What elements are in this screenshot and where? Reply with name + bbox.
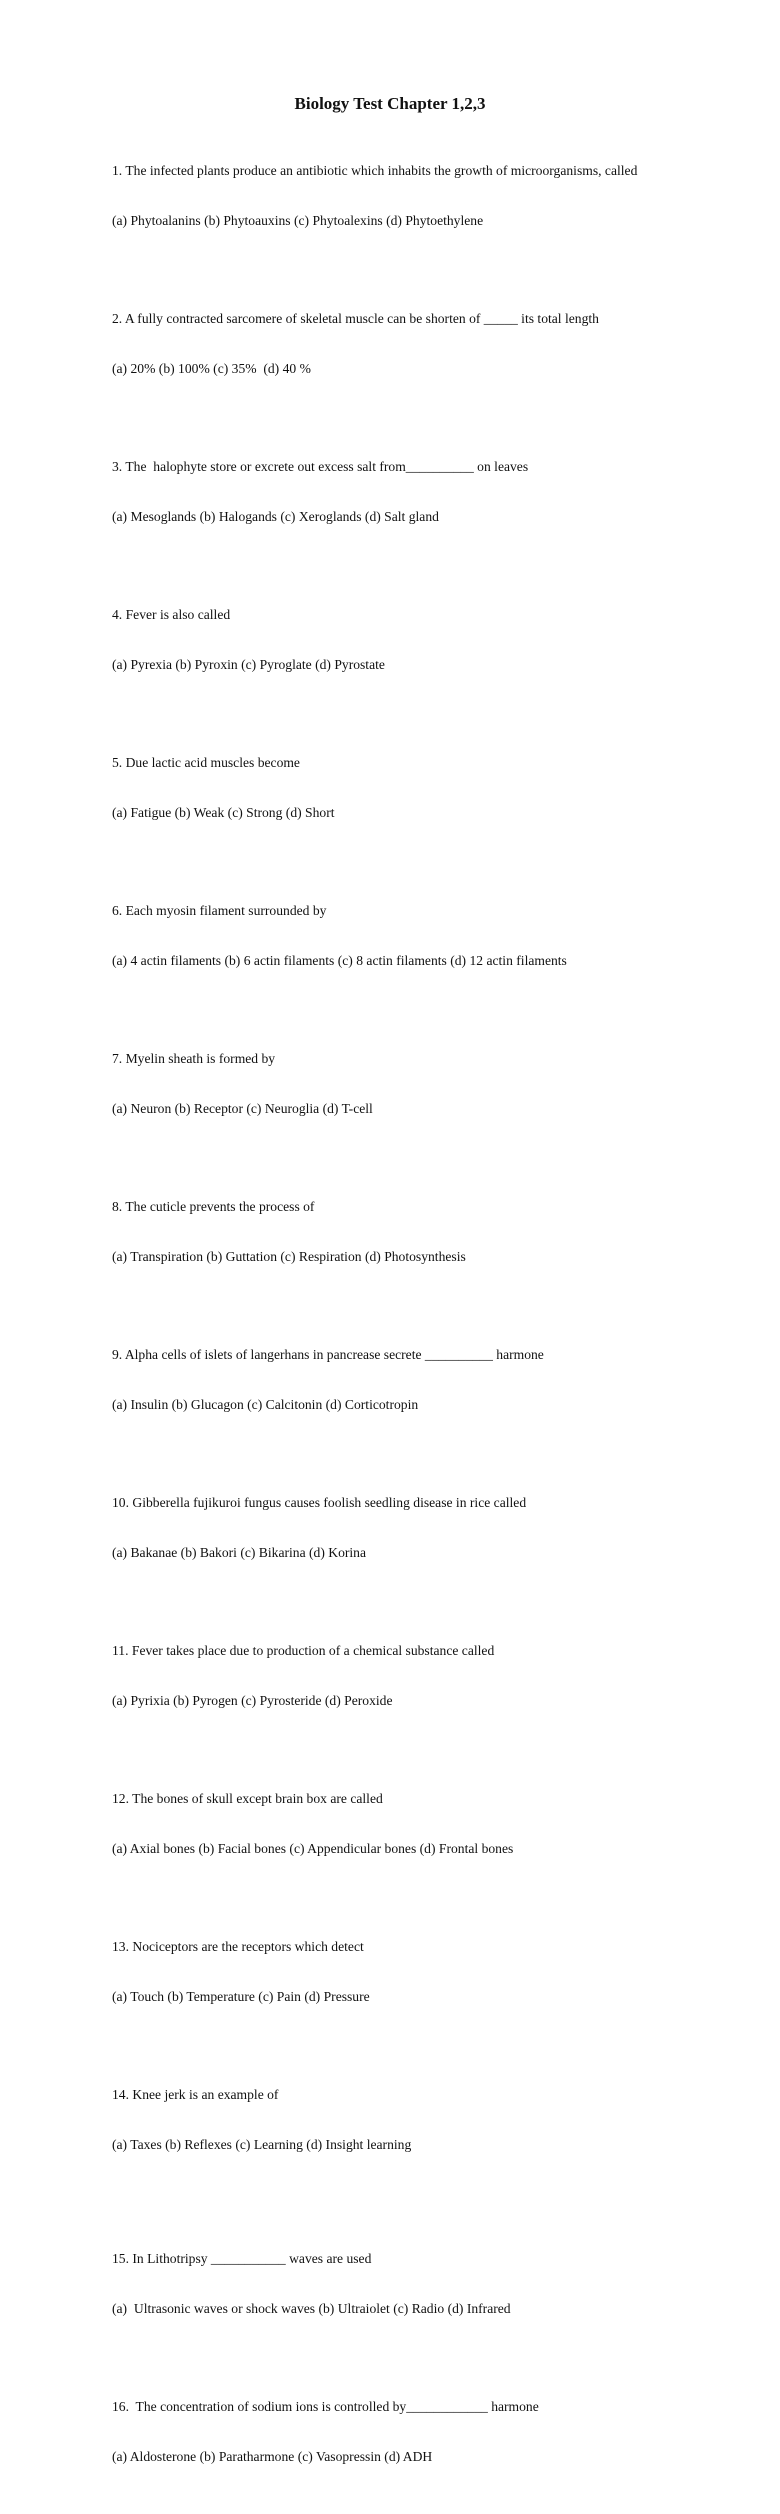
- question-stem: 4. Fever is also called: [112, 607, 231, 622]
- question-options: (a) Neuron (b) Receptor (c) Neuroglia (d) T-cell: [112, 1100, 373, 1116]
- question-stem: 15. In Lithotripsy ___________ waves are used: [112, 2251, 372, 2266]
- question-stem: 13. Nociceptors are the receptors which detect: [112, 1939, 364, 1954]
- question-stem: 6. Each myosin filament surrounded by: [112, 903, 327, 918]
- question-options: (a) 20% (b) 100% (c) 35% (d) 40 %: [112, 360, 311, 376]
- question-list: [112, 130, 732, 2514]
- question-6: [112, 870, 732, 1002]
- question-stem: 3. The halophyte store or excrete out excess salt from__________ on leaves: [112, 459, 529, 474]
- question-1: [112, 130, 732, 262]
- question-options: (a) Phytoalanins (b) Phytoauxins (c) Phytoalexins (d) Phytoethylene: [112, 212, 484, 228]
- page-title: Biology Test Chapter 1,2,3: [294, 94, 486, 113]
- question-options: (a) Insulin (b) Glucagon (c) Calcitonin (d) Corticotropin: [112, 1396, 419, 1412]
- question-13: [112, 1906, 732, 2038]
- question-14: [112, 2054, 732, 2186]
- question-options: (a) Pyrexia (b) Pyroxin (c) Pyroglate (d) Pyrostate: [112, 656, 385, 672]
- question-16: [112, 2366, 732, 2498]
- question-stem: 11. Fever takes place due to production of a chemical substance called: [112, 1643, 495, 1658]
- question-stem: 1. The infected plants produce an antibiotic which inhabits the growth of microorganisms, called: [112, 163, 638, 178]
- question-4: [112, 574, 732, 706]
- question-stem: 9. Alpha cells of islets of langerhans in pancrease secrete __________ harmone: [112, 1347, 544, 1362]
- question-stem: 14. Knee jerk is an example of: [112, 2087, 279, 2102]
- question-3: [112, 426, 732, 558]
- question-options: (a) Fatigue (b) Weak (c) Strong (d) Short: [112, 804, 335, 820]
- question-11: [112, 1610, 732, 1742]
- question-stem: 2. A fully contracted sarcomere of skeletal muscle can be shorten of _____ its total length: [112, 311, 599, 326]
- question-options: (a) Aldosterone (b) Paratharmone (c) Vasopressin (d) ADH: [112, 2448, 433, 2464]
- question-stem: 8. The cuticle prevents the process of: [112, 1199, 315, 1214]
- question-stem: 16. The concentration of sodium ions is controlled by____________ harmone: [112, 2399, 539, 2414]
- question-15: [112, 2218, 732, 2350]
- question-stem: 12. The bones of skull except brain box are called: [112, 1791, 383, 1806]
- question-options: (a) 4 actin filaments (b) 6 actin filaments (c) 8 actin filaments (d) 12 actin filaments: [112, 952, 567, 968]
- question-options: (a) Pyrixia (b) Pyrogen (c) Pyrosteride (d) Peroxide: [112, 1692, 393, 1708]
- question-stem: 7. Myelin sheath is formed by: [112, 1051, 276, 1066]
- question-stem: 5. Due lactic acid muscles become: [112, 755, 300, 770]
- question-options: (a) Axial bones (b) Facial bones (c) Appendicular bones (d) Frontal bones: [112, 1840, 514, 1856]
- question-options: (a) Mesoglands (b) Halogands (c) Xeroglands (d) Salt gland: [112, 508, 439, 524]
- question-9: [112, 1314, 732, 1446]
- question-options: (a) Bakanae (b) Bakori (c) Bikarina (d) Korina: [112, 1544, 367, 1560]
- question-2: [112, 278, 732, 410]
- question-7: [112, 1018, 732, 1150]
- question-options: (a) Taxes (b) Reflexes (c) Learning (d) Insight learning: [112, 2136, 412, 2152]
- question-5: [112, 722, 732, 854]
- question-12: [112, 1758, 732, 1890]
- question-8: [112, 1166, 732, 1298]
- question-options: (a) Transpiration (b) Guttation (c) Respiration (d) Photosynthesis: [112, 1248, 466, 1264]
- question-stem: 10. Gibberella fujikuroi fungus causes foolish seedling disease in rice called: [112, 1495, 527, 1510]
- question-10: [112, 1462, 732, 1594]
- question-options: (a) Touch (b) Temperature (c) Pain (d) Pressure: [112, 1988, 370, 2004]
- question-options: (a) Ultrasonic waves or shock waves (b) Ultraiolet (c) Radio (d) Infrared: [112, 2300, 511, 2316]
